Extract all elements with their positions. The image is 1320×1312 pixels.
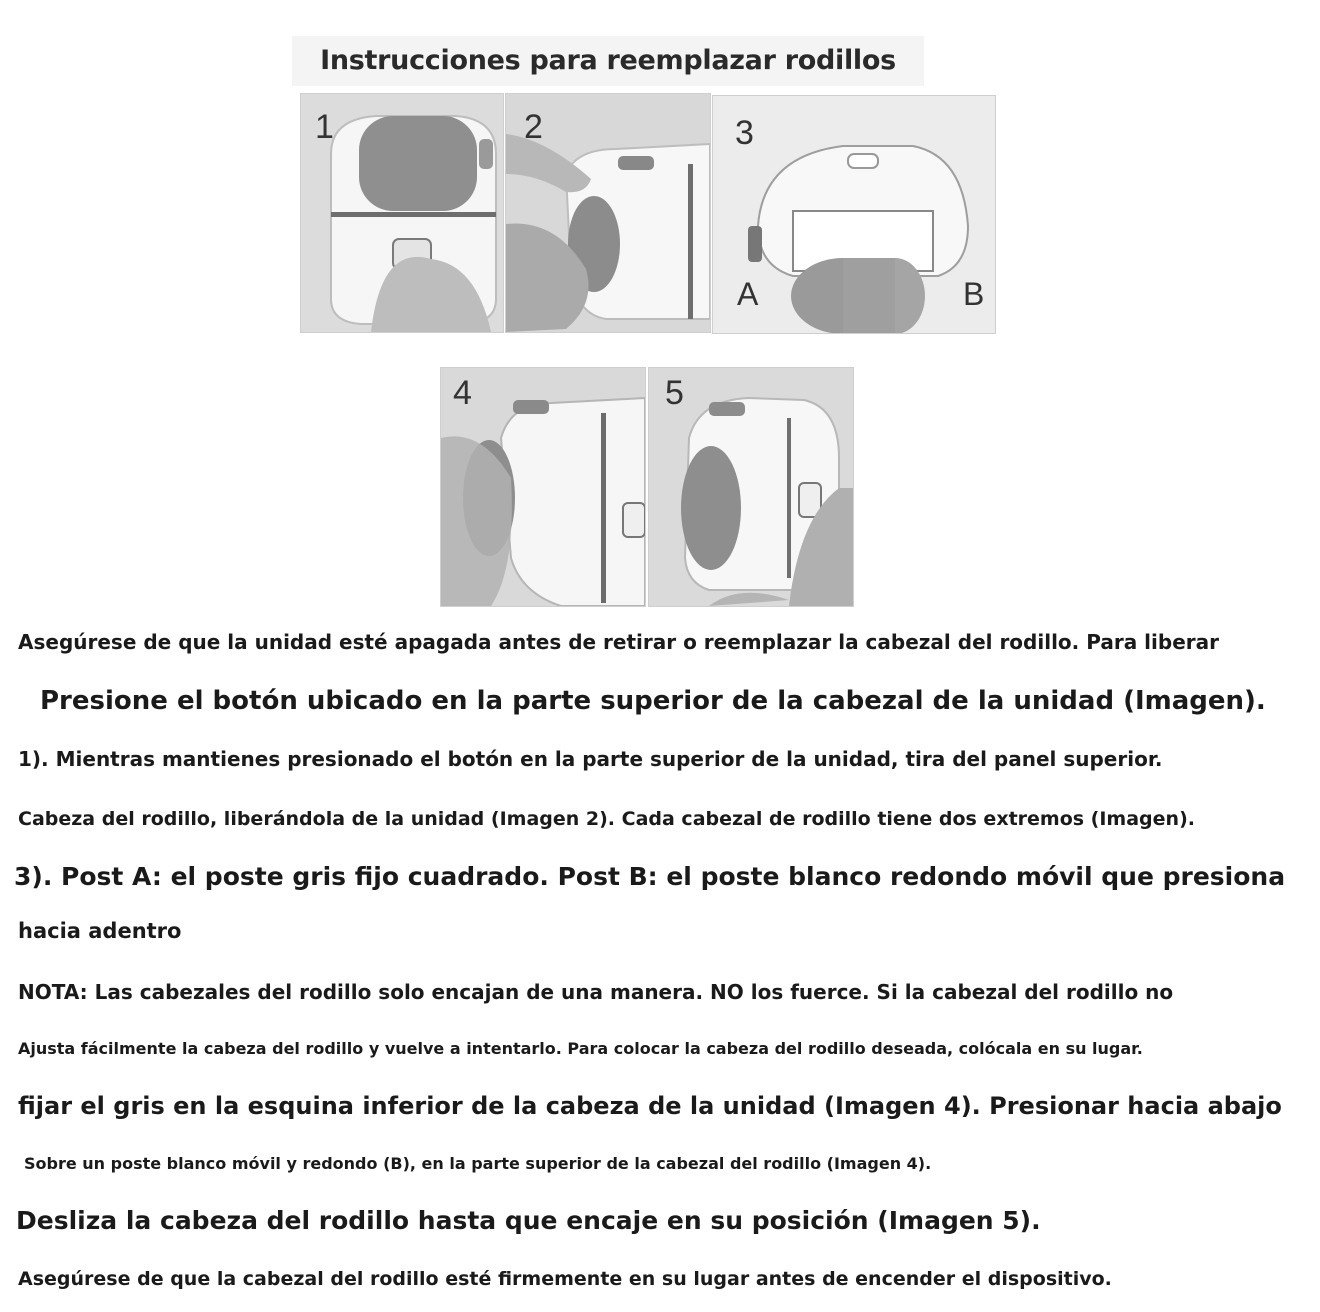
figure-1-image xyxy=(300,93,504,333)
instruction-line-5: 3). Post A: el poste gris fijo cuadrado. Post B: el poste blanco redondo móvil que presiona xyxy=(14,862,1286,891)
figure-3-number: 3 xyxy=(735,114,754,152)
figure-3-image xyxy=(712,95,996,334)
instruction-line-7: NOTA: Las cabezales del rodillo solo encajan de una manera. NO los fuerce. Si la cabezal del rodillo no xyxy=(18,980,1174,1004)
instruction-line-1: Asegúrese de que la unidad esté apagada antes de retirar o reemplazar la cabezal del rodillo. Para liberar xyxy=(18,630,1219,654)
instruction-line-2: Presione el botón ubicado en la parte superior de la cabezal de la unidad (Imagen). xyxy=(40,686,1266,716)
post-b-label: B xyxy=(963,276,985,312)
figure-2-image xyxy=(505,93,711,333)
figure-4-image xyxy=(440,367,646,607)
instruction-line-10: Sobre un poste blanco móvil y redondo (B), en la parte superior de la cabezal del rodillo (Imagen 4). xyxy=(24,1154,932,1173)
page-title: Instrucciones para reemplazar rodillos xyxy=(292,36,924,86)
post-a-label: A xyxy=(737,276,759,312)
figure-4-number: 4 xyxy=(453,374,472,412)
instruction-line-6: hacia adentro xyxy=(18,919,182,943)
instruction-line-4: Cabeza del rodillo, liberándola de la unidad (Imagen 2). Cada cabezal de rodillo tiene dos extremos (Imagen). xyxy=(18,808,1195,830)
instruction-line-9: fijar el gris en la esquina inferior de la cabeza de la unidad (Imagen 4). Presionar hacia abajo xyxy=(18,1092,1282,1120)
figure-2-number: 2 xyxy=(524,108,543,146)
instruction-line-8: Ajusta fácilmente la cabeza del rodillo y vuelve a intentarlo. Para colocar la cabeza del rodillo deseada, colócala en su lugar. xyxy=(18,1039,1143,1058)
instruction-line-3: 1). Mientras mantienes presionado el botón en la parte superior de la unidad, tira del panel superior. xyxy=(18,747,1163,771)
instruction-line-11: Desliza la cabeza del rodillo hasta que encaje en su posición (Imagen 5). xyxy=(16,1206,1041,1235)
figure-5-image xyxy=(648,367,854,607)
figure-5-number: 5 xyxy=(665,374,684,412)
instruction-line-12: Asegúrese de que la cabezal del rodillo esté firmemente en su lugar antes de encender el dispositivo. xyxy=(18,1268,1112,1290)
figure-1-number: 1 xyxy=(315,108,334,146)
